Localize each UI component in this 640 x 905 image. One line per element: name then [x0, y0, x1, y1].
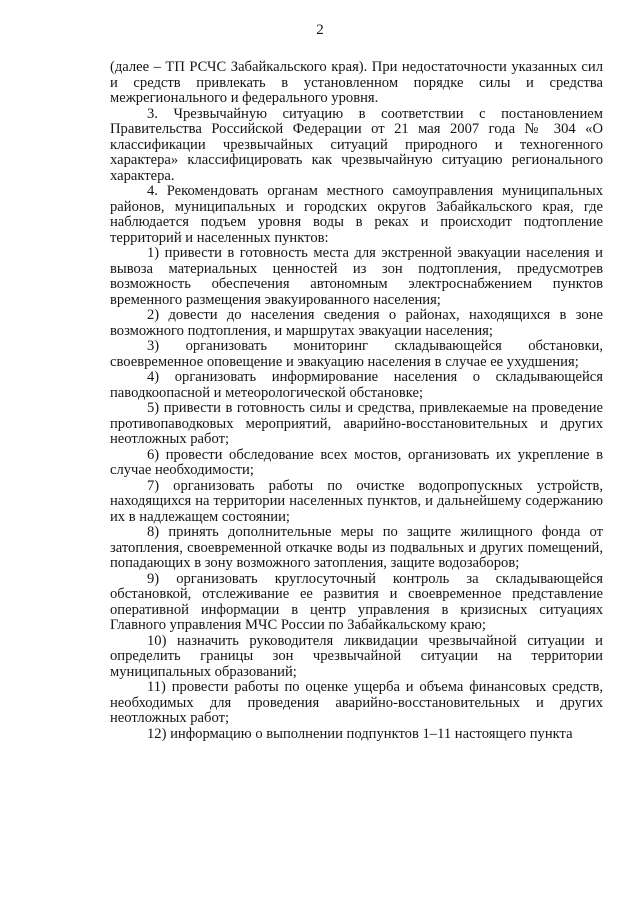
page-number: 2	[316, 22, 324, 38]
subitem-4: 4) организовать информирование населения о складывающейся паводкоопасной и метеорологической обстановке;	[110, 369, 603, 401]
paragraph-item-3: 3. Чрезвычайную ситуацию в соответствии с постановлением Правительства Российской Федерации от 21 мая 2007 года № 304 «О классификации чрезвычайных ситуаций природного и техногенного характера» классифицировать как чрезвычайную ситуацию регионального характера.	[110, 105, 603, 184]
subitem-2: 2) довести до населения сведения о районах, находящихся в зоне возможного подтопления, и маршрутах эвакуации населения;	[110, 307, 603, 339]
subitem-8: 8) принять дополнительные меры по защите жилищного фонда от затопления, своевременной откачке воды из подвальных и других помещений, попадающих в зону возможного затопления, защите водозаборов;	[110, 524, 603, 571]
subitem-6: 6) провести обследование всех мостов, организовать их укрепление в случае необходимости;	[110, 446, 603, 478]
subitem-11: 11) провести работы по оценке ущерба и объема финансовых средств, необходимых для проведения аварийно-восстановительных и других неотложных работ;	[110, 679, 603, 726]
subitem-3: 3) организовать мониторинг складывающейся обстановки, своевременное оповещение и эвакуацию населения в случае ее ухудшения;	[110, 338, 603, 370]
paragraph-item-4: 4. Рекомендовать органам местного самоуправления муниципальных районов, муниципальных и городских округов Забайкальского края, где наблюдается подъем уровня воды в реках и происходит подтопление территорий и населенных пунктов:	[110, 183, 603, 246]
subitem-5: 5) привести в готовность силы и средства, привлекаемые на проведение противопаводковых мероприятий, аварийно-восстановительных и других неотложных работ;	[110, 400, 603, 447]
subitem-10: 10) назначить руководителя ликвидации чрезвычайной ситуации и определить границы зон чрезвычайной ситуации на территории муниципальных образований;	[110, 632, 603, 680]
subitem-12: 12) информацию о выполнении подпунктов 1–11 настоящего пункта	[147, 725, 573, 742]
subitem-1: 1) привести в готовность места для экстренной эвакуации населения и вывоза материальных ценностей из зон подтопления, предусмотрев возможность обеспечения автономным электроснабжением пунктов временного размещения эвакуированного населения;	[110, 245, 603, 308]
subitem-7: 7) организовать работы по очистке водопропускных устройств, находящихся на территории населенных пунктов, и дальнейшему содержанию их в надлежащем состоянии;	[110, 477, 603, 525]
paragraph-continuation: (далее – ТП РСЧС Забайкальского края). При недостаточности указанных сил и средств привлекать в установленном порядке силы и средства межрегионального и федерального уровня.	[110, 59, 603, 106]
document-body	[110, 60, 603, 742]
subitem-9: 9) организовать круглосуточный контроль за складывающейся обстановкой, отслеживание ее развития и своевременное представление оперативной информации в центр управления в кризисных ситуациях Главного управления МЧС России по Забайкальскому краю;	[110, 570, 603, 633]
